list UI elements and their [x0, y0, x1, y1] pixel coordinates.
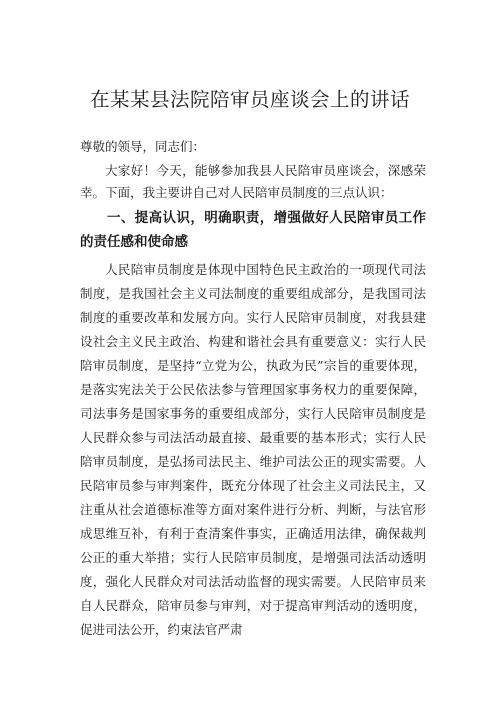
- salutation: 尊敬的领导，同志们：: [80, 139, 206, 154]
- body-paragraph: 人民陪审员制度是体现中国特色民主政治的一项现代司法制度，是我国社会主义司法制度的重要组成部分，是我国司法制度的重要改革和发展方向。实行人民陪审员制度，对我县建设社会主义民主政治、构建和谐社会具有重要意义：实行人民陪审员制度，是坚持“立党为公，执政为民”宗旨的重要体现，是落实宪法关于公民依法参与管理国家事务权力的重要保障，司法事务是国家事务的重要组成部分，实行人民陪审员制度是人民群众参与司法活动最直接、最重要的基本形式；实行人民陪审员制度，是弘扬司法民主、维护司法公正的现实需要。人民陪审员参与审判案件，既充分体现了社会主义司法民主，又注重从社会道德标准等方面对案件进行分析、判断，与法官形成思维互补，有利于查清案件事实，正确适用法律，确保裁判公正的重大举措；实行人民陪审员制度，是增强司法活动透明度，强化人民群众对司法活动监督的现实需要。人民陪审员来自人民群众，陪审员参与审判，对于提高审判活动的透明度，促进司法公开，约束法官严肃: [80, 262, 426, 637]
- section-heading: 一、提高认识，明确职责，增强做好人民陪审员工作的责任感和使命感: [80, 210, 426, 250]
- document-title: 在某某县法院陪审员座谈会上的讲话: [89, 88, 410, 111]
- intro-paragraph: 大家好！今天，能够参加我县人民陪审员座谈会，深感荣幸。下面，我主要讲自己对人民陪审员制度的三点认识：: [80, 163, 426, 200]
